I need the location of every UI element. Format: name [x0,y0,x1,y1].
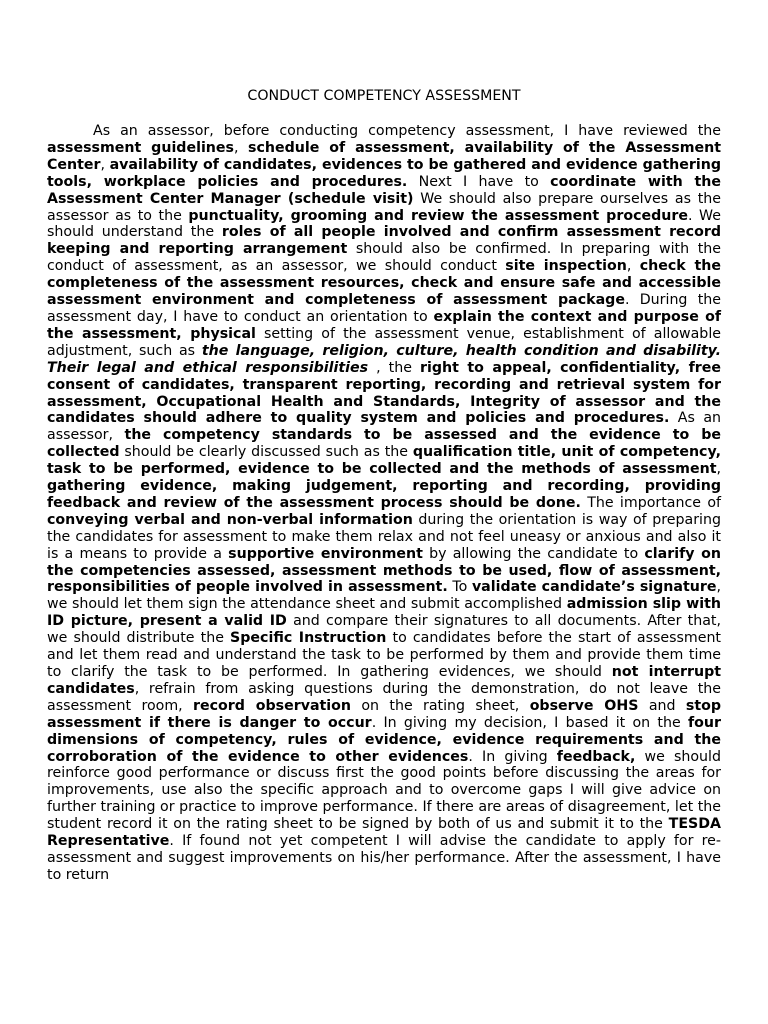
emphasis-bold-run: TESDA Representative [47,816,721,850]
emphasis-bold-run: roles of all people involved and confirm assessment record keeping and reporting arrangement [47,224,721,258]
emphasis-bold-run: coordinate with the Assessment Center Manager (schedule visit) [47,173,721,207]
text-run: The importance of [580,494,721,511]
text-run: . If found not yet competent I will advise the candidate to apply for re-assessment and suggest improvements on his/her performance. After the assessment, I have to return [47,833,721,883]
text-run: to candidates before the start of assessment and let them read and understand the task to be performed by them and provide them time to clarify the task to be performed. In gathering evidences, we should [47,630,721,680]
document-title: CONDUCT COMPETENCY ASSESSMENT [247,88,521,104]
text-run: Next I have to [407,173,551,190]
text-run: during the orientation is way of preparing the candidates for assessment to make them relax and not feel uneasy or anxious and also it is a means to provide a [47,511,721,562]
text-run: To [447,579,472,596]
emphasis-bold-run: validate candidate’s signature [471,579,717,596]
text-run: on the rating sheet, [351,697,530,714]
emphasis-bold-run: assessment guidelines [47,139,234,156]
text-run: we should reinforce good performance or discuss first the good points before discussing the areas for improvements, use also the specific approach and to overcome gaps I will give advice on further training or practice to improve performance. If there are areas of disagreement, let the student record it on the rating sheet to be signed by both of us and submit it to the [47,748,721,833]
text-run: We should also prepare ourselves as the assessor as to the [47,190,721,224]
emphasis-bold-run: clarify on the competencies assessed, assessment methods to be used, flow of assessment, responsibilities of people involved in assessment. [47,545,721,596]
emphasis-bold-run: conveying verbal and non-verbal information [47,511,413,528]
emphasis-bold-run: right to appeal, confidentiality, free consent of candidates, transparent reporting, recording and retrieval system for assessment, Occupational Health and Standards, Integrity of assessor and the candidates should adhere to quality system and policies and procedures. [47,359,721,427]
text-run: As an assessor, before conducting competency assessment, I have reviewed the [93,123,721,139]
text-run: setting of the assessment venue, establishment of allowable adjustment, such as [47,325,721,359]
text-run: , we should let them sign the attendance sheet and submit accomplished [47,579,721,613]
text-run: . In giving [468,748,557,765]
text-run: , [716,461,721,478]
emphasis-bold-run: availability of candidates, evidences to be gathered and evidence gathering tools, workplace policies and procedures. [47,156,721,190]
emphasis-bold-run: Specific Instruction [230,630,387,647]
emphasis-bold-run: four dimensions of competency, rules of evidence, evidence requirements and the corroboration of the evidence to other evidences [47,714,721,765]
text-run: . During the assessment day, I have to conduct an orientation to [47,292,721,325]
text-run: . We should understand the [47,207,721,241]
emphasis-bold-run: qualification title, unit of competency, task to be performed, evidence to be collected and the methods of assessment [47,444,721,478]
text-run: , the [368,359,421,376]
emphasis-bold-run: feedback, [556,748,636,765]
text-run: , [100,156,110,173]
text-run: by allowing the candidate to [422,545,645,562]
body-paragraph [47,123,721,884]
text-run: should be clearly discussed such as the [119,444,413,461]
emphasis-bold-run: stop assessment if there is danger to occur [47,697,722,731]
text-run: As an assessor, [47,410,722,444]
emphasis-bold-run: admission slip with ID picture, present a valid ID [47,596,721,630]
text-run: and compare their signatures to all documents. After that, we should distribute the [47,613,721,647]
emphasis-italic-run: the language, religion, culture, health condition and disability. Their legal and ethical responsibilities [47,342,721,376]
text-run: and [638,697,686,714]
text-run: , [233,139,248,156]
text-run: , refrain from asking questions during the demonstration, do not leave the assessment room, [47,680,721,714]
text-run: , [626,258,640,275]
emphasis-bold-run: gathering evidence, making judgement, reporting and recording, providing feedback and review of the assessment process should be done. [47,478,721,511]
emphasis-bold-run: punctuality, grooming and review the assessment procedure [188,207,688,224]
emphasis-bold-run: supportive environment [228,545,423,562]
emphasis-bold-run: record observation [193,697,352,714]
text-run: should also be confirmed. In preparing with the conduct of assessment, as an assessor, we should conduct [47,241,722,275]
emphasis-bold-run: site inspection [505,258,627,275]
emphasis-bold-run: schedule of assessment, availability of the Assessment Center [47,139,721,173]
emphasis-bold-run: not interrupt candidates [47,664,722,697]
text-run: . In giving my decision, I based it on the [371,714,688,731]
emphasis-bold-run: explain the context and purpose of the assessment, physical [47,308,721,342]
emphasis-bold-run: observe OHS [529,697,639,714]
emphasis-bold-run: check the completeness of the assessment resources, check and ensure safe and accessible assessment environment and completeness of assessment package [47,258,722,309]
emphasis-bold-run: the competency standards to be assessed and the evidence to be collected [47,427,721,461]
